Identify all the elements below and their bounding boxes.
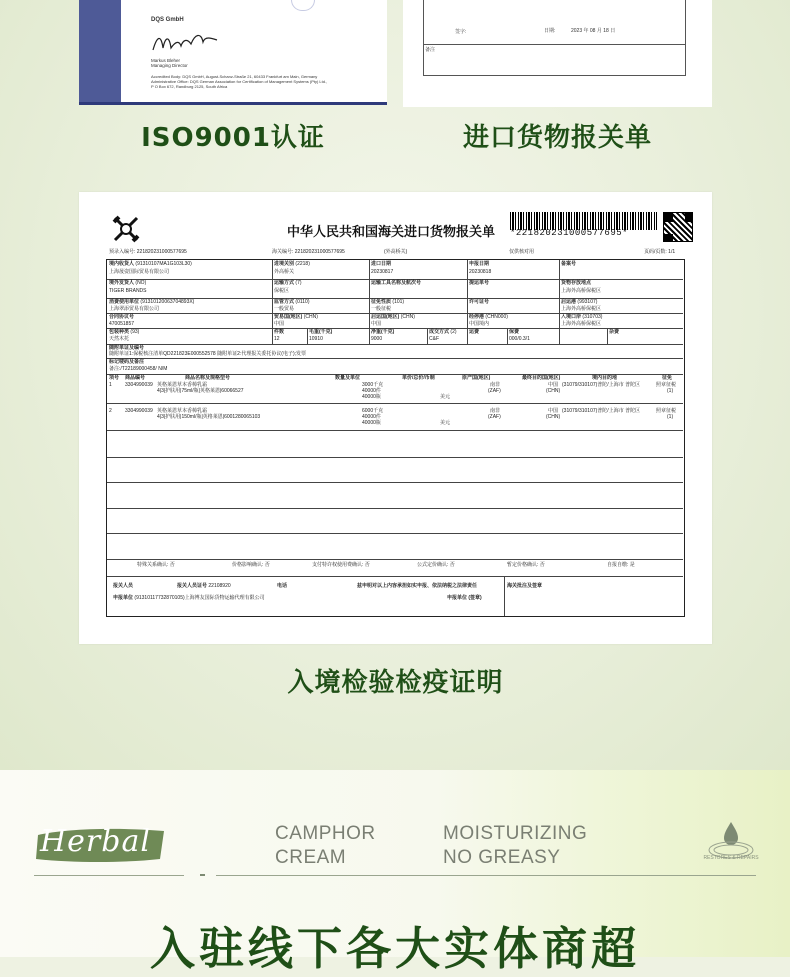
goods-2-spec: 4|3|护肤用|150ml/瓶|英格莱恩|60012800651​03 [157,414,261,420]
certificate-body-label: DQS GmbH [151,17,184,23]
goods-1-qty2: 40000件 [362,388,381,394]
goods-header-no: 项号 [109,375,120,381]
goods-header-origin: 原产国(地区) [462,375,491,381]
declaration-frame [423,0,686,76]
trade-country-label: 贸易国(地区) (CHN) [274,314,318,320]
insurance: 000/0.3/1 [509,336,530,342]
vehicle-label: 运输工具名称及航次号 [371,280,422,286]
page-info: 页码/页数: 1/1 [644,249,676,255]
certificate-side-bar [79,0,121,102]
divider-line-left [34,875,184,876]
signature-image [151,28,221,56]
confirm-price: 价格影响确认: 否 [232,562,270,568]
consignee-name: 上海晟姿国际贸易有限公司 [109,269,170,275]
gross: 10910 [309,336,323,342]
iso-caption: ISO9001认证 [141,123,325,153]
tag-no-greasy: NO GREASY [443,847,561,868]
goods-header-name: 商品名称及规格型号 [185,375,231,381]
verify-note: 仅供核对用 [509,249,535,255]
accreditation-line-1: Accredited Body: DQS GmbH, August-Schanz-Straße 21, 60433 Frankfurt am Main, Germany [151,74,318,79]
grid-line [107,403,683,404]
docs-value: 随附单证1:保税核注清单QD221823E000552578 随附单证2:代理报关委托协议(电子);发票 [109,351,306,357]
bill-label: 提运单号 [469,280,490,286]
supervision-name: 一般贸易 [274,306,295,312]
date-label: 日期: [544,28,556,34]
transit-name: 中国境内 [469,321,490,327]
dest-label: 启运港 (993107) [561,299,598,305]
import-date-label: 进口日期 [371,261,392,267]
goods-header-dest-country: 最终目的国(地区) [522,375,561,381]
goods-2-dest-place: (31079/310107)普陀/上海市 普陀区 [562,408,641,414]
contract-label: 合同协议号 [109,314,135,320]
signer-title: Managing Director [151,63,188,68]
shipper-label: 境外发货人 (NO) [109,280,147,286]
grid-line [272,328,273,344]
tag-moisturizing: MOISTURIZING [443,823,588,844]
marks-value: 备注:/T22189000458/ N/M [109,366,168,372]
goods-1-tax: 照章征税 [656,382,677,388]
net-label: 净重(千克) [371,329,395,335]
declare-date: 20230818 [469,269,492,275]
grid-line [107,533,683,534]
declarant-label: 报关人员 [113,583,134,589]
goods-1-currency: 美元 [440,394,451,400]
customs-number: 海关编号: 221820231000577695 [272,249,345,255]
entry-place: 上海外高桥保税区 [561,321,602,327]
dest-name: 上海外高桥保税区 [561,306,602,312]
goods-2-qty2: 40000件 [362,414,381,420]
contract-no: 470051857 [109,321,135,327]
shipper-name: TIGER BRANDS [109,288,147,294]
remark-label: 备注 [425,47,436,53]
bottom-headline: 入驻线下各大实体商超 [149,922,640,975]
declare-date-label: 申报日期 [469,261,490,267]
grid-line [607,328,608,344]
grid-line [427,328,428,344]
accreditation-line-2: Administrative Office: DQS German Association for Certification of Management Systems (Pty) Ltd., [151,79,328,84]
port-note: (外高桥关) [384,249,408,255]
transit-label: 经停港 (CHN000) [469,314,508,320]
confirm-special: 特殊关系确认: 否 [137,562,175,568]
unit-seal-label: 申报单位 (签章) [447,595,482,601]
goods-2-currency: 美元 [440,420,451,426]
certificate-seal [291,0,315,11]
grid-line [107,576,683,577]
date-value: 2023 年 08 月 18 日 [571,28,616,34]
grid-line [107,457,683,458]
transport-label: 运输方式 (7) [274,280,302,286]
goods-2-origin: 南非 [490,408,501,414]
grid-line [107,508,683,509]
goods-2-dest-code: (CHN) [546,414,561,420]
tag-camphor: CAMPHOR [275,823,376,844]
goods-1-origin-code: (ZAF) [488,388,501,394]
license-label: 许可证号 [469,299,490,305]
terms: C&F [429,336,439,342]
supervision-label: 监管方式 (0110) [274,299,310,305]
customs-declaration-document [79,192,712,644]
grid-line [107,559,683,560]
docs-label: 随附单证及编号 [109,345,145,351]
customs-note-label: 海关批注及签章 [507,583,543,589]
pack-label: 包装种类 (93) [109,329,140,335]
goods-1-dest-place: (31079/310107)普陀/上海市 普陀区 [562,382,641,388]
confirm-provisional: 暂定价格确认: 否 [507,562,545,568]
goods-header-code: 商品编号 [125,375,146,381]
declarant-no: 报关人员证号 22108920 [177,583,231,589]
goods-1-name: 英格莱恩草本香樟乳霜 [157,382,208,388]
grid-line [559,260,560,344]
storage-value: 上海外高桥保税区 [561,288,602,294]
grid-line [107,482,683,483]
goods-2-no: 2 [109,408,112,414]
pack-name: 天然木托 [109,336,130,342]
tax-name: 一般征税 [371,306,392,312]
entry-port-name: 外高桥关 [274,269,295,275]
divider-dot [200,874,205,876]
goods-header-price: 单价/总价/币制 [402,375,435,381]
qr-code-icon [663,212,693,242]
goods-1-qty3: 40000瓶 [362,394,381,400]
grid-line [107,328,683,329]
declaring-unit: 申报单位 (91310117732870105)上海博友国际货物运输代理有限公司 [113,595,265,601]
record-no-label: 备案号 [561,261,577,267]
barcode-number: *221820231000577695* [510,228,629,238]
misc-label: 杂费 [609,329,620,335]
declaration-statement: 兹申明对以上内容承担如实申报、依法纳税之法律责任 [357,583,478,589]
pre-entry-number: 预录入编号: 221820231000577695 [109,249,187,255]
phone-label: 电话 [277,583,288,589]
origin-country: 中国 [371,321,382,327]
confirm-self: 自报自缴: 是 [607,562,635,568]
insurance-label: 保费 [509,329,520,335]
entry-place-label: 入境口岸 (310703) [561,314,603,320]
goods-2-tax-code: (1) [667,414,674,420]
trade-country: 中国 [274,321,285,327]
consignee-label: 境内收货人 (91310107MA1G103L30) [109,261,192,267]
declaration-divider [423,44,686,45]
grid-line [369,260,370,344]
tax-label: 征免性质 (101) [371,299,405,305]
customs-caption: 进口货物报关单 [462,123,652,153]
goods-header-tax: 征免 [662,375,673,381]
freight-label: 运费 [469,329,480,335]
grid-line [467,260,468,344]
gross-label: 毛重(千克) [309,329,333,335]
pieces-label: 件数 [274,329,285,335]
confirm-formula: 公式定价确认: 否 [417,562,455,568]
origin-country-label: 启运国(地区) (CHN) [371,314,415,320]
pieces: 12 [274,336,280,342]
terms-label: 成交方式 (2) [429,329,457,335]
grid-line [107,344,683,345]
entry-port-label: 进境关别 (2218) [274,261,310,267]
customs-emblem-icon [111,214,141,244]
transport-name: 保税区 [274,288,290,294]
sign-label: 签字: [455,29,467,35]
goods-2-qty: 6000千克 [362,408,384,414]
iso-certificate-image [79,0,387,105]
net: 9000 [371,336,383,342]
goods-1-dest-country: 中国 [548,382,559,388]
goods-1-dest-code: (CHN) [546,388,561,394]
user-label: 消费使用单位 (91310120063704893X) [109,299,195,305]
herbal-logo-text: Herbal [40,824,151,859]
grid-line [107,430,683,431]
goods-2-dest-country: 中国 [548,408,559,414]
goods-1-no: 1 [109,382,112,388]
goods-1-tax-code: (1) [667,388,674,394]
storage-label: 货物存放地点 [561,280,592,286]
signer-name: Markus Bleher [151,58,181,63]
inspection-caption: 入境检验检疫证明 [287,668,504,698]
grid-line [504,576,505,616]
declaration-title: 中华人民共和国海关进口货物报关单 [287,225,496,240]
goods-1-code: 3304990039 [125,382,153,388]
user-name: 上海翠添贸易有限公司 [109,306,160,312]
goods-1-origin: 南非 [490,382,501,388]
marks-label: 标记唛码及备注 [109,359,145,365]
goods-2-name: 英格莱恩草本香樟乳霜 [157,408,208,414]
grid-line [307,328,308,344]
declaration-grid [106,259,685,617]
tag-cream: CREAM [275,847,347,868]
goods-header-qty: 数量及单位 [335,375,361,381]
import-date: 20230817 [371,269,394,275]
customs-declaration-crop [403,0,712,107]
goods-1-qty: 3000千克 [362,382,384,388]
goods-2-code: 3304990039 [125,408,153,414]
confirm-royalty: 支付特许权使用费确认: 否 [312,562,370,568]
accreditation-line-3: P O Box 672, Randburg 2125, South Africa [151,84,228,89]
goods-2-qty3: 40000瓶 [362,420,381,426]
divider-line-right [216,875,756,876]
goods-2-origin-code: (ZAF) [488,414,501,420]
goods-header-dest-place: 境内目的地 [592,375,618,381]
grid-line [507,328,508,344]
eco-badge-text: RESTORES & REPAIRS [703,855,759,861]
goods-2-tax: 照章征税 [656,408,677,414]
goods-1-spec: 4|3|护肤用|75ml/瓶|英格莱恩|60066527 [157,388,244,394]
grid-line [107,358,683,359]
